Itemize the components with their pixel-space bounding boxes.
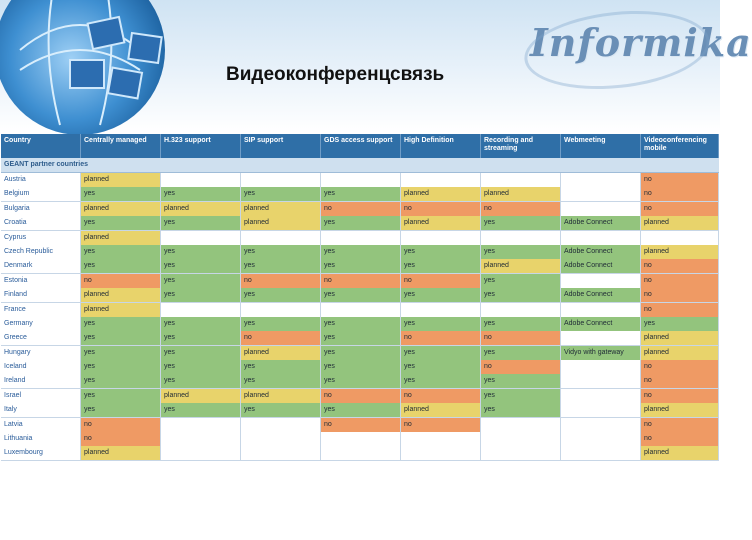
status-cell: yes (321, 288, 401, 303)
status-cell: planned (81, 303, 161, 318)
table-row (1, 274, 719, 288)
status-cell (401, 231, 481, 246)
status-cell (241, 446, 321, 461)
status-cell: yes (481, 389, 561, 404)
status-cell (241, 173, 321, 188)
status-cell: yes (481, 317, 561, 332)
status-cell: yes (241, 245, 321, 260)
status-cell (481, 432, 561, 447)
status-cell: no (321, 418, 401, 433)
status-cell: no (641, 303, 719, 318)
status-cell (481, 446, 561, 461)
status-cell: yes (81, 245, 161, 260)
table-row (1, 288, 719, 302)
country-cell: Luxembourg (1, 446, 81, 461)
status-cell: planned (401, 216, 481, 231)
status-cell: yes (161, 346, 241, 361)
status-cell: yes (401, 245, 481, 260)
status-cell: yes (161, 288, 241, 303)
column-header: Videoconferencing mobile (641, 134, 719, 158)
status-cell: no (641, 288, 719, 303)
status-cell: yes (161, 216, 241, 231)
status-cell: yes (161, 331, 241, 346)
status-cell: planned (481, 259, 561, 274)
country-cell: Denmark (1, 259, 81, 274)
table-row (1, 418, 719, 432)
status-cell (481, 418, 561, 433)
comparison-table (1, 134, 719, 461)
status-cell: no (401, 331, 481, 346)
status-cell: Adobe Connect (561, 317, 641, 332)
status-cell (561, 231, 641, 246)
status-cell: yes (161, 187, 241, 202)
status-cell: yes (81, 346, 161, 361)
status-cell: yes (321, 187, 401, 202)
table-row (1, 317, 719, 331)
status-cell: no (481, 331, 561, 346)
status-cell: yes (321, 259, 401, 274)
status-cell: no (641, 259, 719, 274)
country-cell: Italy (1, 403, 81, 418)
status-cell: planned (161, 389, 241, 404)
status-cell: planned (641, 403, 719, 418)
status-cell: no (81, 418, 161, 433)
status-cell: yes (401, 374, 481, 389)
status-cell (561, 432, 641, 447)
status-cell: yes (81, 187, 161, 202)
status-cell: yes (81, 389, 161, 404)
status-cell: yes (161, 259, 241, 274)
status-cell: yes (481, 245, 561, 260)
status-cell: no (481, 360, 561, 375)
page-title: Видеоконференцсвязь (226, 64, 445, 85)
table-row (1, 202, 719, 216)
country-cell: Belgium (1, 187, 81, 202)
status-cell (241, 231, 321, 246)
status-cell: no (401, 389, 481, 404)
status-cell: yes (401, 259, 481, 274)
country-cell: Croatia (1, 216, 81, 231)
status-cell: yes (481, 374, 561, 389)
status-cell (481, 303, 561, 318)
status-cell: planned (161, 202, 241, 217)
status-cell: yes (481, 216, 561, 231)
status-cell: no (641, 389, 719, 404)
table-row (1, 245, 719, 259)
status-cell (161, 173, 241, 188)
status-cell: yes (401, 317, 481, 332)
status-cell: planned (641, 346, 719, 361)
status-cell: yes (481, 403, 561, 418)
column-header: High Definition (401, 134, 481, 158)
table-row (1, 446, 719, 460)
status-cell: no (641, 187, 719, 202)
status-cell (321, 231, 401, 246)
status-cell: yes (481, 274, 561, 289)
status-cell: no (241, 331, 321, 346)
status-cell: yes (321, 403, 401, 418)
status-cell: yes (241, 403, 321, 418)
status-cell (241, 418, 321, 433)
status-cell (561, 446, 641, 461)
status-cell: yes (481, 288, 561, 303)
status-cell: no (481, 202, 561, 217)
status-cell: yes (321, 360, 401, 375)
status-cell: yes (161, 317, 241, 332)
country-cell: Cyprus (1, 231, 81, 246)
status-cell: yes (321, 245, 401, 260)
status-cell (401, 303, 481, 318)
status-cell (561, 360, 641, 375)
status-cell (561, 274, 641, 289)
table-body (1, 173, 719, 461)
table-row (1, 432, 719, 446)
status-cell (561, 418, 641, 433)
status-cell: yes (81, 360, 161, 375)
status-cell: yes (321, 374, 401, 389)
status-cell: yes (321, 216, 401, 231)
status-cell: yes (81, 331, 161, 346)
status-cell: yes (161, 374, 241, 389)
status-cell (321, 446, 401, 461)
status-cell (161, 231, 241, 246)
status-cell (241, 303, 321, 318)
status-cell: yes (481, 346, 561, 361)
table-row (1, 231, 719, 245)
table-header (1, 134, 719, 158)
status-cell (161, 432, 241, 447)
status-cell: no (641, 360, 719, 375)
status-cell: yes (161, 274, 241, 289)
column-header: Centrally managed (81, 134, 161, 158)
status-cell: yes (401, 288, 481, 303)
section-label: GEANT partner countries (1, 158, 719, 173)
status-cell: yes (241, 259, 321, 274)
status-cell: no (641, 418, 719, 433)
country-cell: Finland (1, 288, 81, 303)
status-cell: Adobe Connect (561, 288, 641, 303)
status-cell: no (641, 274, 719, 289)
status-cell: no (641, 202, 719, 217)
status-cell: no (641, 432, 719, 447)
status-cell: planned (81, 202, 161, 217)
country-cell: Estonia (1, 274, 81, 289)
table-row (1, 259, 719, 273)
logo-ring (521, 2, 714, 97)
country-cell: Austria (1, 173, 81, 188)
status-cell: no (321, 202, 401, 217)
status-cell: yes (241, 288, 321, 303)
table-row (1, 403, 719, 417)
status-cell: no (321, 274, 401, 289)
status-cell: planned (241, 202, 321, 217)
status-cell: yes (641, 317, 719, 332)
status-cell: planned (81, 173, 161, 188)
status-cell (321, 303, 401, 318)
status-cell: no (321, 389, 401, 404)
status-cell: no (241, 274, 321, 289)
status-cell: yes (401, 360, 481, 375)
status-cell (241, 432, 321, 447)
status-cell: Vidyo with gateway (561, 346, 641, 361)
header-banner (0, 0, 752, 132)
country-cell: Hungary (1, 346, 81, 361)
country-cell: Germany (1, 317, 81, 332)
table-row (1, 346, 719, 360)
status-cell (561, 303, 641, 318)
status-cell: planned (401, 403, 481, 418)
column-header: Recording and streaming (481, 134, 561, 158)
status-cell: yes (81, 374, 161, 389)
status-cell: planned (81, 231, 161, 246)
table-row (1, 216, 719, 230)
status-cell: no (401, 202, 481, 217)
table-row (1, 173, 719, 187)
status-cell (561, 389, 641, 404)
status-cell: yes (321, 317, 401, 332)
status-cell: yes (81, 259, 161, 274)
status-cell: no (641, 173, 719, 188)
status-cell: no (401, 418, 481, 433)
status-cell (481, 173, 561, 188)
status-cell (481, 231, 561, 246)
status-cell: planned (241, 389, 321, 404)
status-cell: planned (241, 346, 321, 361)
country-cell: Lithuania (1, 432, 81, 447)
column-header: Country (1, 134, 81, 158)
table-row (1, 187, 719, 201)
table-row (1, 389, 719, 403)
status-cell: yes (401, 346, 481, 361)
status-cell: planned (641, 446, 719, 461)
status-cell (161, 303, 241, 318)
country-cell: Greece (1, 331, 81, 346)
status-cell: yes (81, 216, 161, 231)
status-cell (561, 187, 641, 202)
status-cell (161, 446, 241, 461)
globe-graphic (0, 0, 200, 140)
column-header: GDS access support (321, 134, 401, 158)
country-cell: Israel (1, 389, 81, 404)
status-cell: yes (161, 403, 241, 418)
status-cell: no (81, 432, 161, 447)
status-cell (561, 202, 641, 217)
column-header: SIP support (241, 134, 321, 158)
status-cell: planned (641, 245, 719, 260)
status-cell: yes (161, 360, 241, 375)
table-row (1, 374, 719, 388)
status-cell (561, 173, 641, 188)
status-cell: Adobe Connect (561, 216, 641, 231)
status-cell: yes (81, 317, 161, 332)
status-cell: yes (241, 360, 321, 375)
status-cell (321, 432, 401, 447)
status-cell (401, 446, 481, 461)
column-header: Webmeeting (561, 134, 641, 158)
informika-logo (530, 20, 752, 76)
status-cell: planned (641, 331, 719, 346)
status-cell (401, 173, 481, 188)
status-cell: yes (321, 346, 401, 361)
status-cell: Adobe Connect (561, 259, 641, 274)
status-cell: planned (81, 446, 161, 461)
status-cell (321, 173, 401, 188)
country-cell: Bulgaria (1, 202, 81, 217)
status-cell: yes (81, 403, 161, 418)
status-cell: yes (321, 331, 401, 346)
status-cell: yes (241, 187, 321, 202)
status-cell: Adobe Connect (561, 245, 641, 260)
status-cell: no (641, 374, 719, 389)
country-cell: Latvia (1, 418, 81, 433)
status-cell: no (401, 274, 481, 289)
column-header: H.323 support (161, 134, 241, 158)
table-row (1, 360, 719, 374)
country-cell: Ireland (1, 374, 81, 389)
status-cell: planned (641, 216, 719, 231)
table-row (1, 303, 719, 317)
status-cell: planned (401, 187, 481, 202)
status-cell: yes (241, 317, 321, 332)
status-cell: planned (241, 216, 321, 231)
status-cell: planned (81, 288, 161, 303)
status-cell: planned (481, 187, 561, 202)
status-cell (641, 231, 719, 246)
country-cell: Czech Republic (1, 245, 81, 260)
status-cell (401, 432, 481, 447)
status-cell: yes (161, 245, 241, 260)
status-cell: no (81, 274, 161, 289)
status-cell (561, 331, 641, 346)
logo-text: Informika (530, 20, 752, 65)
status-cell (161, 418, 241, 433)
status-cell: yes (241, 374, 321, 389)
country-cell: France (1, 303, 81, 318)
status-cell (561, 403, 641, 418)
country-cell: Iceland (1, 360, 81, 375)
table-row (1, 331, 719, 345)
status-cell (561, 374, 641, 389)
